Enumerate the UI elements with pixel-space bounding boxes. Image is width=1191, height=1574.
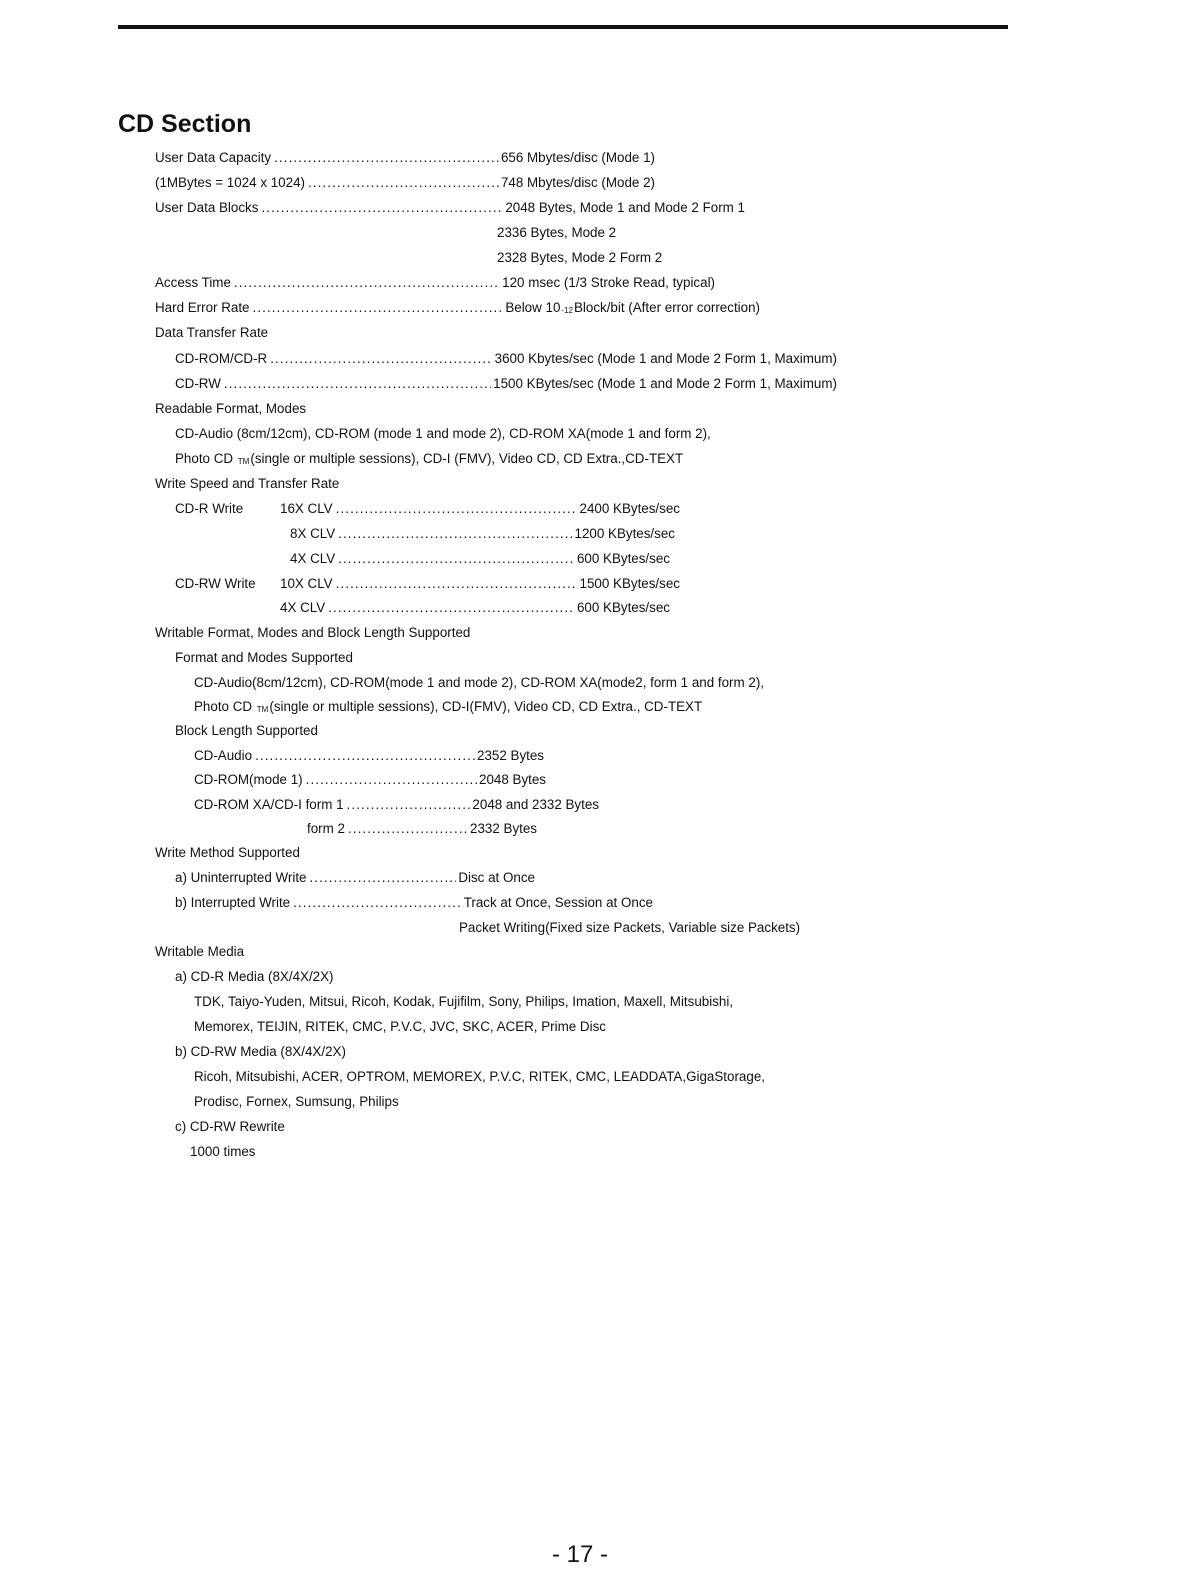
media-brands-line: Prodisc, Fornex, Sumsung, Philips [194, 1094, 399, 1109]
media-brands-line: Ricoh, Mitsubishi, ACER, OPTROM, MEMOREX, P.V.C, RITEK, CMC, LEADDATA,GigaStorage, [194, 1069, 765, 1084]
media-brands-line: Memorex, TEIJIN, RITEK, CMC, P.V.C, JVC, SKC, ACER, Prime Disc [194, 1019, 606, 1034]
readable-format-line: CD-Audio (8cm/12cm), CD-ROM (mode 1 and mode 2), CD-ROM XA(mode 1 and form 2), [175, 426, 711, 441]
speed-row: 16X CLV ..... 2400 KBytes/sec [280, 497, 680, 521]
rewrite-count: 1000 times [190, 1144, 256, 1159]
spec-row-cdrw-rate [175, 372, 837, 396]
subheading-cdr-media: a) CD-R Media (8X/4X/2X) [175, 969, 334, 984]
spec-label: CD-ROM/CD-R [175, 351, 268, 366]
spec-value-continuation: 2328 Bytes, Mode 2 Form 2 [497, 250, 663, 265]
subheading-cdrw-media: b) CD-RW Media (8X/4X/2X) [175, 1044, 346, 1059]
heading-write-method: Write Method Supported [155, 845, 300, 860]
heading-writable-media: Writable Media [155, 944, 245, 959]
heading-writable-format: Writable Format, Modes and Block Length Supported [155, 625, 471, 640]
spec-value: 2048 Bytes, Mode 1 and Mode 2 Form 1 [505, 200, 745, 215]
subheading-format-modes: Format and Modes Supported [175, 650, 353, 665]
section-title: CD Section [118, 110, 252, 138]
spec-value: 656 Mbytes/disc (Mode 1) [500, 150, 655, 165]
spec-row-user-data-capacity [155, 146, 655, 170]
spec-row-cdrom-cdr-rate [175, 347, 837, 371]
cdr-write-label: CD-R Write [175, 501, 244, 516]
heading-readable-format: Readable Format, Modes [155, 401, 307, 416]
trademark-mark: TM [237, 457, 250, 466]
spec-value: Below $10_{-12}Block$/bit (After error correction) [505, 300, 760, 315]
cdrw-write-label: CD-RW Write [175, 576, 256, 591]
spec-row-mbytes-definition [155, 171, 655, 195]
speed-row: 8X CLV ..... 1200 KBytes/sec [290, 522, 675, 546]
write-method-row: b) Interrupted Write ..... Track at Once, Session at Once [175, 891, 653, 915]
media-brands-line: TDK, Taiyo-Yuden, Mitsui, Ricoh, Kodak, Fujifilm, Sony, Philips, Imation, Maxell, Mitsubishi, [194, 994, 734, 1009]
speed-row: 4X CLV ..... 600 KBytes/sec [280, 596, 670, 620]
spec-value: 748 Mbytes/disc (Mode 2) [500, 175, 655, 190]
subheading-block-length: Block Length Supported [175, 723, 318, 738]
subheading-cdrw-rewrite: c) CD-RW Rewrite [175, 1119, 285, 1134]
spec-value: 120 msec (1/3 Stroke Read, typical) [502, 275, 715, 290]
spec-label: User Data Blocks [155, 200, 259, 215]
exponent: -12 [561, 306, 573, 315]
spec-value: 3600 Kbytes/sec (Mode 1 and Mode 2 Form 1, Maximum) [494, 351, 837, 366]
spec-label: User Data Capacity [155, 150, 272, 165]
block-length-row: CD-ROM(mode 1) ..... 2048 Bytes [194, 768, 546, 792]
spec-row-hard-error-rate [155, 296, 760, 320]
spec-row-user-data-blocks [155, 196, 745, 220]
speed-row: 10X CLV ..... 1500 KBytes/sec [280, 572, 680, 596]
spec-label: CD-RW [175, 376, 221, 391]
spec-label: Hard Error Rate [155, 300, 250, 315]
block-length-row: CD-ROM XA/CD-I form 1 ..... 2048 and 2332 Bytes [194, 793, 599, 817]
speed-row: 4X CLV ..... 600 KBytes/sec [290, 547, 670, 571]
spec-value-continuation: 2336 Bytes, Mode 2 [497, 225, 617, 240]
block-length-row: CD-Audio ..... 2352 Bytes [194, 744, 544, 768]
spec-value: 1500 KBytes/sec (Mode 1 and Mode 2 Form 1, Maximum) [493, 376, 837, 391]
writable-format-line: CD-Audio(8cm/12cm), CD-ROM(mode 1 and mode 2), CD-ROM XA(mode2, form 1 and form 2), [194, 675, 765, 690]
readable-format-line: Photo CD $_{TM}$(single or multiple sessions), CD-I (FMV), Video CD, CD Extra.,CD-TEXT [175, 451, 684, 466]
writable-format-line: Photo CD $_{TM}$(single or multiple sessions), CD-I(FMV), Video CD, CD Extra., CD-TEXT [194, 699, 703, 714]
heading-write-speed: Write Speed and Transfer Rate [155, 476, 340, 491]
spec-row-access-time [155, 271, 715, 295]
spec-label: Access Time [155, 275, 231, 290]
write-method-continuation: Packet Writing(Fixed size Packets, Variable size Packets) [459, 920, 801, 935]
block-length-row: form 2 ..... 2332 Bytes [307, 817, 537, 841]
spec-label: (1MBytes = 1024 x 1024) [155, 175, 305, 190]
header-rule [118, 25, 1008, 29]
trademark-mark: TM [256, 705, 269, 714]
page-number: - 17 - [551, 1541, 608, 1568]
heading-data-transfer-rate: Data Transfer Rate [155, 325, 269, 340]
write-method-row: a) Uninterrupted Write ..... Disc at Once [175, 866, 535, 890]
